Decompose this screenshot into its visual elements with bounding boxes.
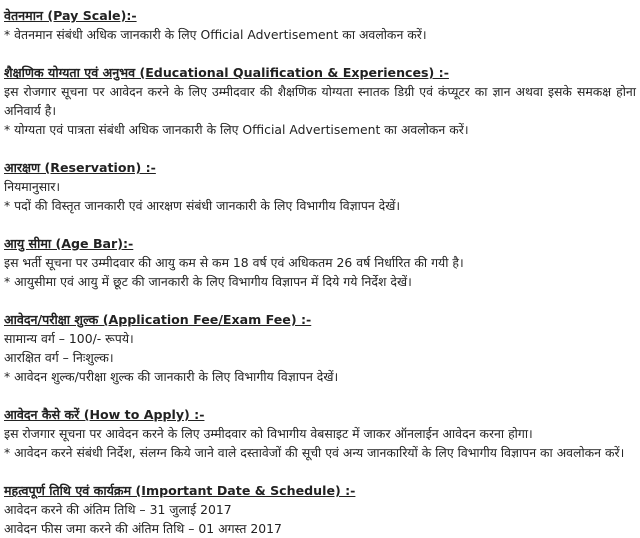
last-date-fee: आवेदन फीस जमा करने की अंतिम तिथि – 01 अगस्त 2017	[4, 521, 282, 536]
dates-heading: महत्वपूर्ण तिथि एवं कार्यक्रम (Important Date & Schedule) :-	[4, 483, 356, 498]
reservation-heading: आरक्षण (Reservation) :-	[4, 160, 156, 175]
age-bar-note: * आयुसीमा एवं आयु में छूट की जानकारी के लिए विभागीय विज्ञापन में दिये गये निर्देश देखें।	[4, 274, 412, 289]
age-bar-text: इस भर्ती सूचना पर उम्मीदवार की आयु कम से कम 18 वर्ष एवं अधिकतम 26 वर्ष निर्धारित की गयी है।	[4, 255, 464, 270]
reservation-section	[4, 158, 636, 215]
qualification-text: इस रोजगार सूचना पर आवेदन करने के लिए उम्मीदवार की शैक्षणिक योग्यता स्नातक डिग्री एवं कंप्यूटर का ज्ञान अथवा इसके समकक्ष होना अनिवार्य है।	[4, 84, 636, 118]
fee-section	[4, 310, 636, 386]
how-to-apply-section	[4, 405, 636, 462]
fee-note: * आवेदन शुल्क/परीक्षा शुल्क की जानकारी के लिए विभागीय विज्ञापन देखें।	[4, 369, 339, 384]
how-to-apply-heading: आवेदन कैसे करें (How to Apply) :-	[4, 407, 205, 422]
age-bar-section	[4, 234, 636, 291]
how-to-apply-note: * आवेदन करने संबंधी निर्देश, संलग्न किये जाने वाले दस्तावेजों की सूची एवं अन्य जानकारियों के लिए विभागीय विज्ञापन का अवलोकन करें।	[4, 445, 625, 460]
pay-scale-heading: वेतनमान (Pay Scale):-	[4, 8, 137, 23]
how-to-apply-text: इस रोजगार सूचना पर आवेदन करने के लिए उम्मीदवार को विभागीय वेबसाइट में जाकर ऑनलाईन आवेदन करना होगा।	[4, 426, 533, 441]
last-date-apply: आवेदन करने की अंतिम तिथि – 31 जुलाई 2017	[4, 502, 232, 517]
qualification-heading: शैक्षणिक योग्यता एवं अनुभव (Educational Qualification & Experiences) :-	[4, 65, 449, 80]
pay-scale-section	[4, 6, 636, 44]
qualification-note: * योग्यता एवं पात्रता संबंधी अधिक जानकारी के लिए Official Advertisement का अवलोकन करें।	[4, 122, 469, 137]
age-bar-heading: आयु सीमा (Age Bar):-	[4, 236, 134, 251]
fee-reserved: आरक्षित वर्ग – निःशुल्क।	[4, 350, 114, 365]
fee-general: सामान्य वर्ग – 100/- रूपये।	[4, 331, 134, 346]
pay-scale-note: * वेतनमान संबंधी अधिक जानकारी के लिए Official Advertisement का अवलोकन करें।	[4, 27, 427, 42]
fee-heading: आवेदन/परीक्षा शुल्क (Application Fee/Exam Fee) :-	[4, 312, 312, 327]
reservation-text: नियमानुसार।	[4, 179, 61, 194]
qualification-section	[4, 63, 636, 139]
reservation-note: * पदों की विस्तृत जानकारी एवं आरक्षण संबंधी जानकारी के लिए विभागीय विज्ञापन देखें।	[4, 198, 401, 213]
dates-section	[4, 481, 636, 538]
